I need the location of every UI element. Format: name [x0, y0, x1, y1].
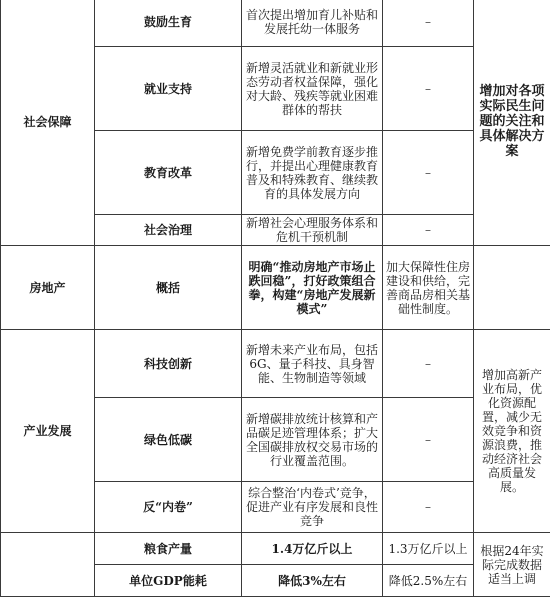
target-energy: 降低3%左右 [242, 565, 383, 597]
summary-social-security: 增加对各项实际民生问题的关注和具体解决方案 [474, 0, 550, 246]
change-employment: – [383, 47, 474, 131]
table-row [1, 0, 550, 47]
desc-employment: 新增灵活就业和新就业形态劳动者权益保障，强化对大龄、残疾等就业困难群体的帮扶 [242, 47, 383, 131]
table-row [1, 533, 550, 565]
change-green: – [383, 398, 474, 482]
category-social-security: 社会保障 [1, 0, 95, 246]
item-involution: 反“内卷” [95, 482, 242, 533]
item-governance: 社会治理 [95, 215, 242, 246]
change-tech: – [383, 330, 474, 398]
category-real-estate: 房地产 [1, 246, 95, 330]
summary-real-estate [474, 246, 550, 330]
desc-encourage-birth: 首次提出增加育儿补贴和发展托幼一体服务 [242, 0, 383, 47]
desc-involution: 综合整治‘内卷式’竞争，促进产业有序发展和良性竞争 [242, 482, 383, 533]
table-row [1, 330, 550, 398]
change-grain: 1.3万亿斤以上 [383, 533, 474, 565]
target-grain: 1.4万亿斤以上 [242, 533, 383, 565]
desc-green: 新增碳排放统计核算和产品碳足迹管理体系；扩大全国碳排放权交易市场的行业覆盖范围。 [242, 398, 383, 482]
desc-real-estate: 明确“推动房地产市场止跌回稳”，打好政策组合拳，构建“房地产发展新模式” [242, 246, 383, 330]
item-encourage-birth: 鼓励生育 [95, 0, 242, 47]
change-energy: 降低2.5%左右 [383, 565, 474, 597]
item-grain: 粮食产量 [95, 533, 242, 565]
item-real-estate: 概括 [95, 246, 242, 330]
item-energy: 单位GDP能耗 [95, 565, 242, 597]
item-tech: 科技创新 [95, 330, 242, 398]
change-real-estate: 加大保障性住房建设和供给，完善商品房相关基础性制度。 [383, 246, 474, 330]
category-targets [1, 533, 95, 597]
desc-education: 新增免费学前教育逐步推行，并提出心理健康教育普及和特殊教育、继续教育的具体发展方向 [242, 131, 383, 215]
summary-industry: 增加高新产业布局，优化资源配置，减少无效竞争和资源浪费，推动经济社会高质量发展。 [474, 330, 550, 533]
desc-tech: 新增未来产业布局，包括6G、量子科技、具身智能、生物制造等领域 [242, 330, 383, 398]
item-education: 教育改革 [95, 131, 242, 215]
table-row [1, 246, 550, 330]
change-encourage-birth: – [383, 0, 474, 47]
item-green: 绿色低碳 [95, 398, 242, 482]
category-industry: 产业发展 [1, 330, 95, 533]
change-governance: – [383, 215, 474, 246]
item-employment: 就业支持 [95, 47, 242, 131]
change-education: – [383, 131, 474, 215]
change-involution: – [383, 482, 474, 533]
desc-governance: 新增社会心理服务体系和危机干预机制 [242, 215, 383, 246]
note-targets: 根据24年实际完成数据适当上调 [474, 533, 550, 597]
